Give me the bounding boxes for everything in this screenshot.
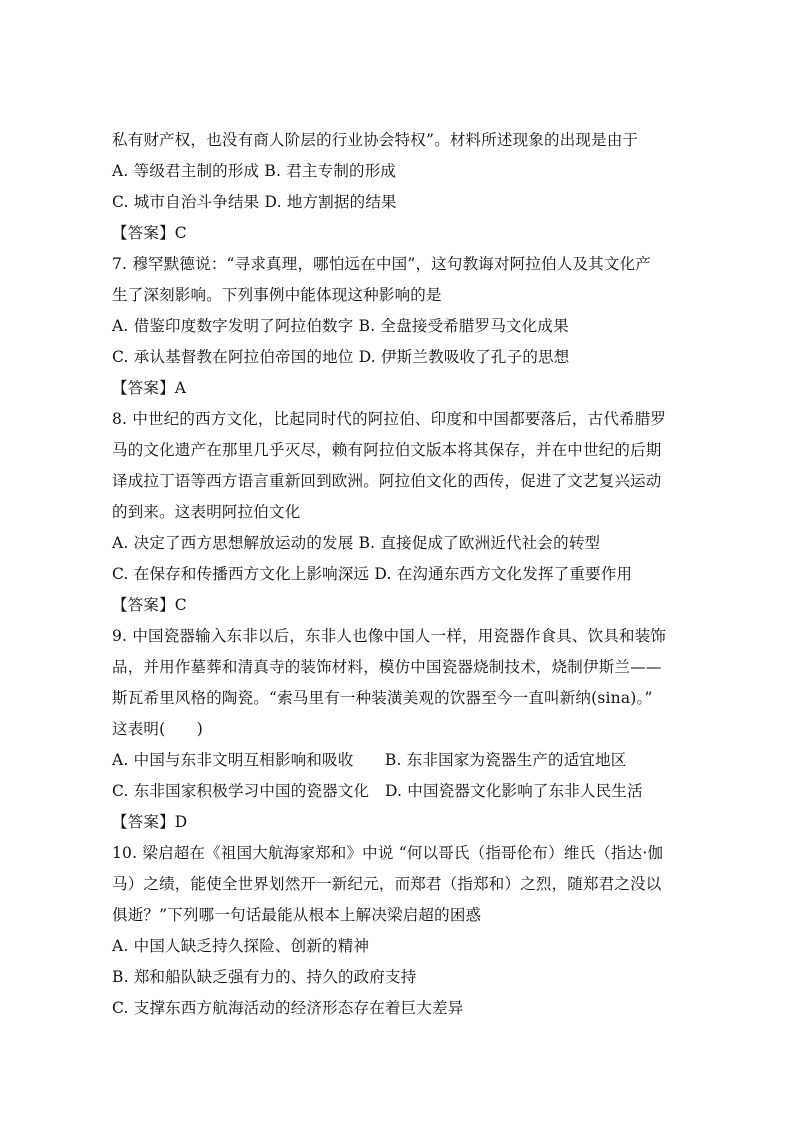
option-line-q6-cd: C. 城市自治斗争结果 D. 地方割据的结果 [112,193,397,211]
question-10-line-1: 10. 梁启超在《祖国大航海家郑和》中说 “何以哥氏（指哥伦布）维氏（指达·伽 [112,844,664,862]
question-8-line-2: 马的文化遗产在那里几乎灭尽，赖有阿拉伯文版本将其保存，并在中世纪的后期 [112,441,662,459]
answer-line-q9: 【答案】D [112,813,188,831]
option-line-q10-c: C. 支撑东西方航海活动的经济形态存在着巨大差异 [112,999,464,1017]
option-line-q7-cd: C. 承认基督教在阿拉伯帝国的地位 D. 伊斯兰教吸收了孔子的思想 [112,348,570,366]
question-9-line-3: 斯瓦希里风格的陶瓷。“索马里有一种装潢美观的饮器至今一直叫新纳(sina)。” [112,689,653,707]
question-8-line-3: 译成拉丁语等西方语言重新回到欧洲。阿拉伯文化的西传，促进了文艺复兴运动 [112,472,662,490]
question-8-line-1: 8. 中世纪的西方文化，比起同时代的阿拉伯、印度和中国都要落后，古代希腊罗 [112,410,667,428]
text-line-q6-stem-end: 私有财产权，也没有商人阶层的行业协会特权”。材料所述现象的出现是由于 [112,131,639,149]
option-line-q9-ab: A. 中国与东非文明互相影响和吸收 B. 东非国家为瓷器生产的适宜地区 [112,751,627,769]
question-9-line-4: 这表明( ) [112,720,203,738]
answer-line-q8: 【答案】C [112,596,187,614]
question-10-line-2: 马）之绩，能使全世界划然开一新纪元，而郑君（指郑和）之烈，随郑君之没以 [112,875,662,893]
question-10-line-3: 俱逝？”下列哪一句话最能从根本上解决梁启超的困惑 [112,906,482,924]
option-line-q8-ab: A. 决定了西方思想解放运动的发展 B. 直接促成了欧洲近代社会的转型 [112,534,601,552]
option-line-q10-a: A. 中国人缺乏持久探险、创新的精神 [112,937,370,955]
option-line-q9-cd: C. 东非国家积极学习中国的瓷器文化 D. 中国瓷器文化影响了东非人民生活 [112,782,643,800]
question-9-line-2: 品，并用作墓葬和清真寺的装饰材料，模仿中国瓷器烧制技术，烧制伊斯兰—— [112,658,662,676]
answer-line-q7: 【答案】A [112,379,187,397]
option-line-q6-ab: A. 等级君主制的形成 B. 君主专制的形成 [112,162,397,180]
option-line-q8-cd: C. 在保存和传播西方文化上影响深远 D. 在沟通东西方文化发挥了重要作用 [112,565,633,583]
question-9-line-1: 9. 中国瓷器输入东非以后，东非人也像中国人一样，用瓷器作食具、饮具和装饰 [112,627,667,645]
question-7-line-1: 7. 穆罕默德说：“寻求真理，哪怕远在中国”，这句教诲对阿拉伯人及其文化产 [112,255,651,273]
answer-line-q6: 【答案】C [112,224,187,242]
option-line-q10-b: B. 郑和船队缺乏强有力的、持久的政府支持 [112,968,417,986]
question-7-line-2: 生了深刻影响。下列事例中能体现这种影响的是 [112,286,442,304]
option-line-q7-ab: A. 借鉴印度数字发明了阿拉伯数字 B. 全盘接受希腊罗马文化成果 [112,317,569,335]
question-8-line-4: 的到来。这表明阿拉伯文化 [112,503,301,521]
